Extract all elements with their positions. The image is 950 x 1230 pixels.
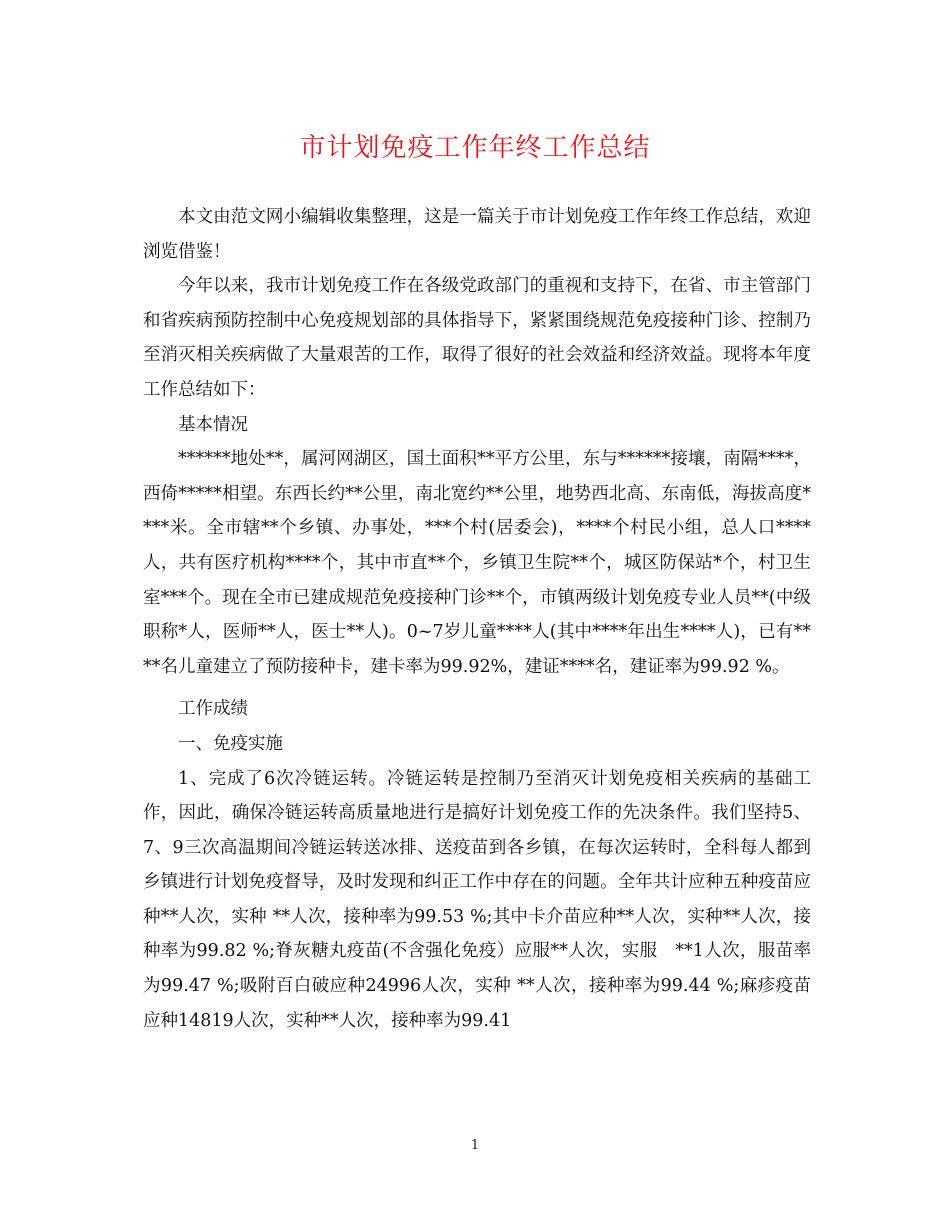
document-title: 市计划免疫工作年终工作总结 <box>299 133 651 163</box>
achievements-heading: 工作成绩 <box>178 699 248 720</box>
page-number: 1 <box>470 1138 480 1153</box>
section-gap <box>143 684 811 692</box>
cold-chain-paragraph: 1、完成了6次冷链运转。冷链运转是控制乃至消灭计划免疫相关疾病的基础工作，因此，确保冷链运转高质量地进行是搞好计划免疫工作的先决条件。我们坚持5、7、9三次高温期间冷链运转送冰排、送疫苗到各乡镇，在每次运转时，全科每人都到乡镇进行计划免疫督导，及时发现和纠正工作中存在的问题。全年共计应种五种疫苗应种**人次，实种 **人次，接种率为99.53 %;其中卡介苗应种**人次，实种**人次，接种率为99.82 %;脊灰糖丸疫苗(不含强化免疫）应服**人次，实服 **1人次，服苗率为99.47 %;吸附百白破应种24996人次，实种 **人次，接种率为99.44 %;麻疹疫苗应种14819人次，实种**人次，接种率为99.41 <box>143 768 811 1031</box>
document-body <box>143 200 811 1038</box>
intro-paragraph: 本文由范文网小编辑收集整理，这是一篇关于市计划免疫工作年终工作总结，欢迎浏览借鉴！ <box>143 207 811 262</box>
immunization-section-heading: 一、免疫实施 <box>178 733 283 754</box>
basic-situation-heading: 基本情况 <box>178 414 248 435</box>
basic-situation-paragraph: ******地处**，属河网湖区，国土面积**平方公里，东与******接壤，南隔****，西倚*****相望。东西长约**公里，南北宽约**公里，地势西北高、东南低，海拔高度****米。全市辖**个乡镇、办事处，***个村(居委会)，****个村民小组，总人口****人，共有医疗机构****个，其中市直**个，乡镇卫生院**个，城区防保站*个，村卫生室***个。现在全市已建成规范免疫接种门诊**个，市镇两级计划免疫专业人员**(中级职称*人，医师**人，医士**人)。0~7岁儿童****人(其中****年出生****人)，已有****名儿童建立了预防接种卡，建卡率为99.92%，建证****名，建证率为99.92 %。 <box>143 449 811 677</box>
overview-paragraph: 今年以来，我市计划免疫工作在各级党政部门的重视和支持下，在省、市主管部门和省疾病预防控制中心免疫规划部的具体指导下，紧紧围绕规范免疫接种门诊、控制乃至消灭相关疾病做了大量艰苦的工作，取得了很好的社会效益和经济效益。现将本年度工作总结如下： <box>143 276 811 400</box>
